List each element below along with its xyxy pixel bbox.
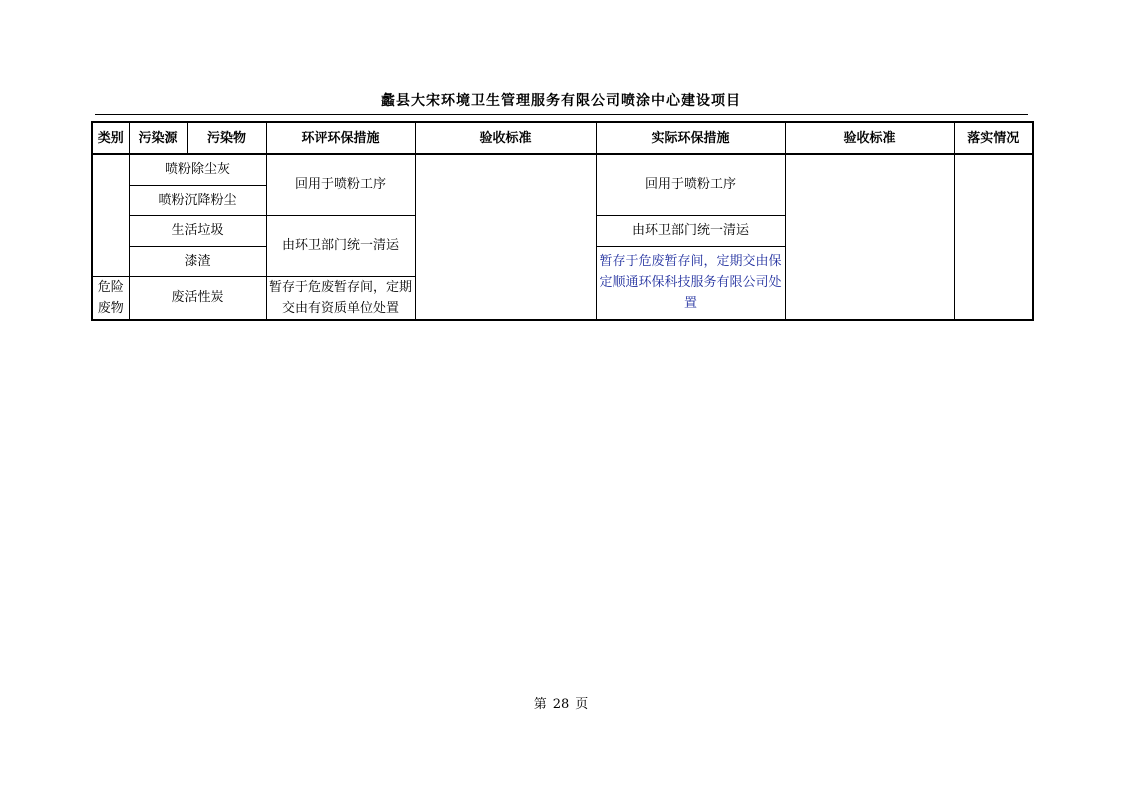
header-eia-measure: 环评环保措施: [266, 122, 415, 154]
header-implementation: 落实情况: [954, 122, 1033, 154]
pollutant-cell: 废活性炭: [129, 276, 266, 320]
implementation-cell: [954, 154, 1033, 320]
page-number: 28: [552, 697, 570, 712]
table-row: [92, 154, 1033, 185]
actual-measure-cell: 由环卫部门统一清运: [596, 215, 785, 246]
page-number-prefix: 第: [533, 697, 547, 712]
table-header-row: [92, 122, 1033, 154]
actual-measure-cell-hazardous: 暂存于危废暂存间，定期交由保定顺通环保科技服务有限公司处置: [596, 246, 785, 320]
header-actual-measure: 实际环保措施: [596, 122, 785, 154]
page-number-suffix: 页: [575, 697, 589, 712]
eia-measure-cell: 由环卫部门统一清运: [266, 215, 415, 276]
eia-measure-cell-hazardous: 暂存于危废暂存间，定期交由有资质单位处置: [266, 276, 415, 320]
eia-measure-cell: 回用于喷粉工序: [266, 154, 415, 215]
actual-measure-cell: 回用于喷粉工序: [596, 154, 785, 215]
document-title: 蠡县大宋环境卫生管理服务有限公司喷涂中心建设项目: [381, 93, 741, 109]
header-category: 类别: [92, 122, 129, 154]
header-pollutant: 污染物: [187, 122, 266, 154]
title-divider: [95, 114, 1028, 115]
pollutant-cell: 生活垃圾: [129, 215, 266, 246]
pollutant-cell: 喷粉除尘灰: [129, 154, 266, 185]
header-acceptance-standard-1: 验收标准: [415, 122, 596, 154]
pollutant-cell: 漆渣: [129, 246, 266, 276]
pollutant-cell: 喷粉沉降粉尘: [129, 185, 266, 215]
acceptance-standard-cell-2: [785, 154, 954, 320]
category-cell-empty: [92, 154, 129, 276]
header-pollution-source: 污染源: [129, 122, 187, 154]
page-footer: [0, 693, 1122, 712]
category-cell-hazardous: 危险废物: [92, 276, 129, 320]
acceptance-standard-cell-1: [415, 154, 596, 320]
header-acceptance-standard-2: 验收标准: [785, 122, 954, 154]
acceptance-table: [91, 121, 1034, 321]
